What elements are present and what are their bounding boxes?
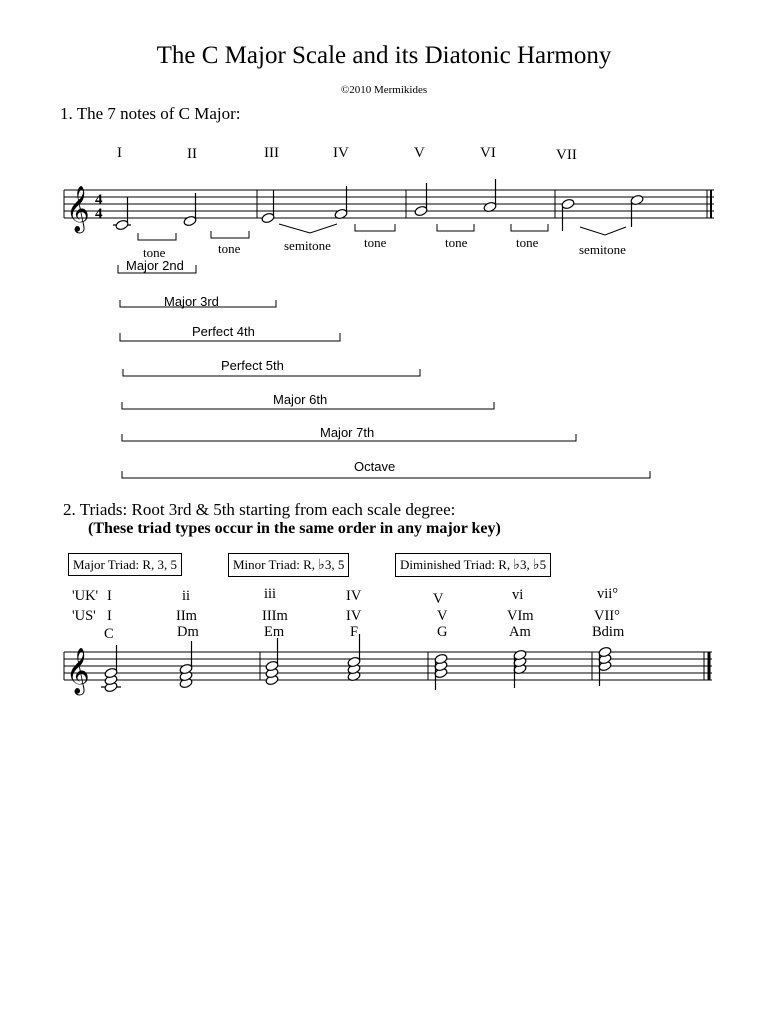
chord-name: C xyxy=(104,626,114,642)
step-label: tone xyxy=(218,241,241,256)
uk-numeral: V xyxy=(433,591,444,607)
uk-numeral: iii xyxy=(264,586,277,602)
us-numeral: IIIm xyxy=(262,608,288,624)
section-2-subheading: (These triad types occur in the same order in any major key) xyxy=(88,520,501,537)
step-label: tone xyxy=(143,245,166,260)
scale-degree-5: V xyxy=(414,145,425,161)
dim-triad-mid: 3, xyxy=(520,557,534,572)
flat-icon: ♭ xyxy=(318,558,325,573)
uk-numeral: vii° xyxy=(597,586,619,602)
step-label: tone xyxy=(516,235,539,250)
chord-name: Dm xyxy=(177,624,199,640)
major-triad-label: Major Triad: R, 3, 5 xyxy=(73,557,178,572)
chord-g xyxy=(434,653,448,690)
minor-triad-prefix: Minor Triad: R, xyxy=(233,557,319,572)
us-numeral: V xyxy=(437,608,448,624)
scale-degree-7: VII xyxy=(556,147,577,163)
section-1-heading: 1. The 7 notes of C Major: xyxy=(60,104,241,123)
section-2-heading: 2. Triads: Root 3rd & 5th starting from each scale degree: xyxy=(63,500,456,519)
treble-clef-icon: 𝄞 xyxy=(66,186,90,232)
us-numeral: VIm xyxy=(507,608,534,624)
scale-degree-1: I xyxy=(117,145,122,161)
uk-numeral: IV xyxy=(346,588,362,604)
chord-dm xyxy=(179,641,193,689)
step-label: tone xyxy=(364,235,387,250)
flat-icon: ♭ xyxy=(533,558,540,573)
chord-name: Bdim xyxy=(592,624,625,640)
dim-triad-prefix: Diminished Triad: R, xyxy=(400,557,514,572)
us-numeral: IIm xyxy=(176,608,197,624)
uk-numeral: ii xyxy=(182,588,191,604)
us-numeral: IV xyxy=(346,608,362,624)
staff-2 xyxy=(64,652,712,680)
scale-degree-2: II xyxy=(187,146,197,162)
chord-f xyxy=(347,634,361,682)
staff-1 xyxy=(64,190,714,218)
step-label: semitone xyxy=(284,238,331,253)
flat-icon: ♭ xyxy=(513,558,521,573)
uk-numeral: I xyxy=(107,588,112,604)
us-numeral: I xyxy=(107,608,112,624)
interval-brackets xyxy=(118,265,650,478)
step-label: tone xyxy=(445,235,468,250)
interval-label: Major 2nd xyxy=(126,258,184,273)
interval-label: Perfect 5th xyxy=(221,358,284,373)
uk-numeral: vi xyxy=(512,587,524,603)
scale-degree-4: IV xyxy=(333,145,349,161)
chord-name: G xyxy=(437,624,448,640)
chord-em xyxy=(265,638,279,686)
copyright-notice: ©2010 Mermikides xyxy=(340,84,428,96)
chord-name: F xyxy=(350,624,359,640)
time-signature-bottom: 4 xyxy=(95,206,103,222)
page-title: The C Major Scale and its Diatonic Harmony xyxy=(156,42,612,69)
chord-name: Em xyxy=(264,624,285,640)
interval-label: Major 3rd xyxy=(164,294,219,309)
interval-label: Perfect 4th xyxy=(192,324,255,339)
interval-label: Major 6th xyxy=(273,392,328,407)
chord-am xyxy=(513,649,527,688)
treble-clef-icon: 𝄞 xyxy=(66,648,90,694)
dim-triad-suffix: 5 xyxy=(539,557,547,572)
minor-triad-suffix: 3, 5 xyxy=(324,557,345,572)
us-label: 'US' xyxy=(72,608,96,624)
time-signature-top: 4 xyxy=(95,192,103,208)
step-label: semitone xyxy=(579,242,626,257)
uk-label: 'UK' xyxy=(72,588,99,604)
scale-degree-3: III xyxy=(264,145,279,161)
us-numeral: VII° xyxy=(594,608,620,624)
scale-notes xyxy=(113,179,644,231)
interval-label: Major 7th xyxy=(320,425,375,440)
triad-chords xyxy=(101,634,612,693)
step-brackets xyxy=(138,224,626,240)
interval-label: Octave xyxy=(354,459,396,474)
chord-name: Am xyxy=(509,624,531,640)
scale-degree-6: VI xyxy=(480,145,496,161)
